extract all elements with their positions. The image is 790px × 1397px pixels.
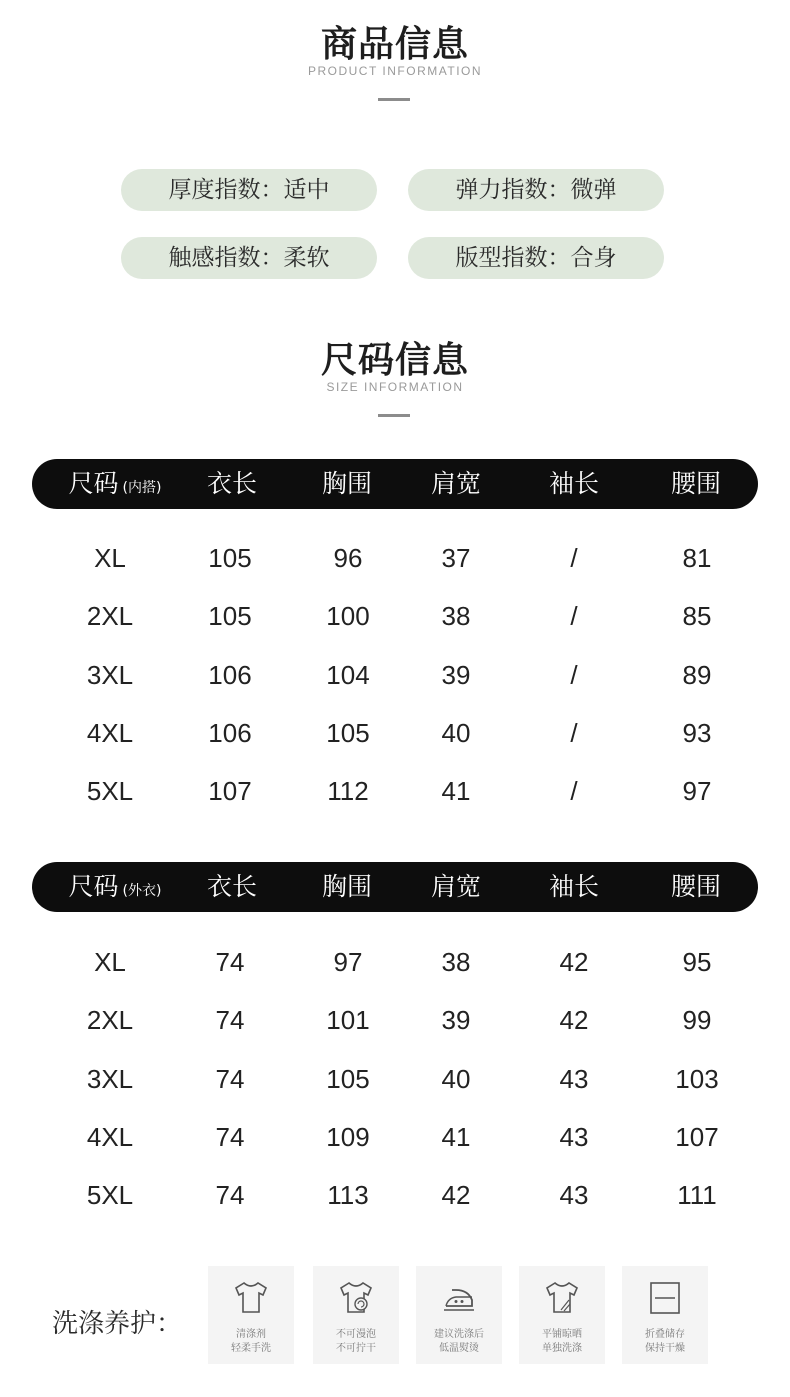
header-length: 衣长 xyxy=(206,872,258,901)
cell-size: 2XL xyxy=(86,1005,134,1036)
cell-chest: 100 xyxy=(326,601,370,632)
product-info-title: 商品信息 xyxy=(320,24,469,65)
table-row xyxy=(0,1175,790,1215)
cell-shoulder: 40 xyxy=(441,1063,471,1094)
care-item-no-soak xyxy=(313,1266,399,1364)
care-item-fold-store xyxy=(622,1266,708,1364)
cell-sleeve: 43 xyxy=(559,1063,589,1094)
cell-size: 4XL xyxy=(86,717,134,748)
care-label-line2: 低温熨烫 xyxy=(439,1343,479,1354)
cell-length: 105 xyxy=(208,543,252,573)
cell-shoulder: 38 xyxy=(441,947,471,977)
table-row xyxy=(0,596,790,636)
header-sleeve: 袖长 xyxy=(548,872,600,901)
cell-chest: 112 xyxy=(327,776,369,807)
cell-sleeve: / xyxy=(570,659,578,690)
care-label-line1: 不可漫泡 xyxy=(336,1329,376,1340)
cell-sleeve: / xyxy=(570,543,578,573)
table-row xyxy=(0,1000,790,1040)
cell-shoulder: 38 xyxy=(441,601,471,632)
tshirt-icon xyxy=(232,1280,270,1316)
no-soak-icon xyxy=(337,1280,375,1316)
table-row xyxy=(0,942,790,982)
iron-icon xyxy=(440,1280,478,1316)
cell-waist: 89 xyxy=(682,659,712,690)
header-note: (外衣) xyxy=(122,883,162,899)
attribute-pill-thickness: 厚度指数：适中 xyxy=(121,169,377,211)
cell-shoulder: 41 xyxy=(441,1121,471,1152)
header-chest: 胸围 xyxy=(321,872,373,901)
cell-chest: 113 xyxy=(327,1180,369,1211)
cell-size: XL xyxy=(94,947,126,977)
cell-shoulder: 39 xyxy=(441,659,471,690)
header-chest: 胸围 xyxy=(321,469,373,498)
care-label-line2: 不可拧干 xyxy=(336,1343,376,1354)
size-info-title: 尺码信息 xyxy=(320,340,469,381)
header-shoulder: 肩宽 xyxy=(430,469,482,498)
table-row xyxy=(0,538,790,578)
care-item-flat-dry xyxy=(519,1266,605,1364)
cell-sleeve: 43 xyxy=(559,1121,589,1152)
cell-waist: 107 xyxy=(675,1121,719,1152)
cell-chest: 104 xyxy=(326,659,370,690)
cell-length: 74 xyxy=(215,1180,245,1211)
cell-chest: 96 xyxy=(333,543,363,573)
cell-size: XL xyxy=(94,543,126,573)
cell-shoulder: 41 xyxy=(441,776,471,807)
fold-store-icon xyxy=(646,1280,684,1316)
cell-length: 74 xyxy=(215,1005,245,1036)
size-table-header xyxy=(32,459,758,509)
cell-chest: 97 xyxy=(333,947,363,977)
flat-dry-icon xyxy=(543,1280,581,1316)
care-label-line1: 清涤剂 xyxy=(236,1329,266,1340)
cell-waist: 93 xyxy=(682,717,712,748)
header-size: 尺码 (内搭) xyxy=(68,469,162,498)
attribute-pill-fit: 版型指数：合身 xyxy=(408,237,664,279)
header-length: 衣长 xyxy=(206,469,258,498)
cell-length: 74 xyxy=(215,947,245,977)
cell-chest: 105 xyxy=(326,1063,370,1094)
care-item-hand-wash xyxy=(208,1266,294,1364)
care-label-line2: 轻柔手洗 xyxy=(231,1343,271,1354)
cell-length: 105 xyxy=(208,601,252,632)
cell-sleeve: / xyxy=(570,717,578,748)
product-info-subtitle: PRODUCT INFORMATION xyxy=(307,64,483,78)
cell-waist: 111 xyxy=(677,1180,717,1211)
table-row xyxy=(0,655,790,695)
cell-waist: 81 xyxy=(682,543,712,573)
header-shoulder: 肩宽 xyxy=(430,872,482,901)
cell-sleeve: / xyxy=(570,601,578,632)
cell-size: 3XL xyxy=(86,659,134,690)
cell-shoulder: 37 xyxy=(441,543,471,573)
header-size: 尺码 (外衣) xyxy=(68,872,162,901)
care-title: 洗涤养护： xyxy=(52,1309,183,1339)
cell-length: 106 xyxy=(208,659,252,690)
size-table-header xyxy=(32,862,758,912)
table-row xyxy=(0,771,790,811)
cell-chest: 109 xyxy=(326,1121,370,1152)
cell-length: 74 xyxy=(215,1063,245,1094)
table-row xyxy=(0,1059,790,1099)
cell-waist: 95 xyxy=(682,947,712,977)
cell-length: 74 xyxy=(215,1121,245,1152)
cell-chest: 101 xyxy=(326,1005,370,1036)
cell-sleeve: 42 xyxy=(559,947,589,977)
header-waist: 腰围 xyxy=(670,469,722,498)
cell-sleeve: 43 xyxy=(559,1180,589,1211)
cell-waist: 85 xyxy=(682,601,712,632)
care-label-line1: 建议洗涤后 xyxy=(434,1329,484,1340)
header-sleeve: 袖长 xyxy=(548,469,600,498)
care-item-iron xyxy=(416,1266,502,1364)
table-row xyxy=(0,713,790,753)
cell-length: 106 xyxy=(208,717,252,748)
cell-chest: 105 xyxy=(326,717,370,748)
cell-length: 107 xyxy=(208,776,252,807)
header-waist: 腰围 xyxy=(670,872,722,901)
cell-sleeve: / xyxy=(570,776,578,807)
header-note: (内搭) xyxy=(122,480,162,496)
cell-sleeve: 42 xyxy=(559,1005,589,1036)
cell-size: 5XL xyxy=(86,776,134,807)
title-divider xyxy=(378,414,410,417)
cell-size: 4XL xyxy=(86,1121,134,1152)
table-row xyxy=(0,1117,790,1157)
cell-size: 2XL xyxy=(86,601,134,632)
attribute-pill-touch: 触感指数：柔软 xyxy=(121,237,377,279)
care-label-line1: 平铺晾晒 xyxy=(542,1329,582,1340)
care-label-line1: 折叠储存 xyxy=(645,1329,685,1340)
cell-size: 3XL xyxy=(86,1063,134,1094)
title-divider xyxy=(378,98,410,101)
attribute-pill-elasticity: 弹力指数：微弹 xyxy=(408,169,664,211)
cell-shoulder: 40 xyxy=(441,717,471,748)
size-info-subtitle: SIZE INFORMATION xyxy=(326,380,464,394)
cell-shoulder: 42 xyxy=(441,1180,471,1211)
cell-waist: 97 xyxy=(682,776,712,807)
care-label-line2: 保持干燥 xyxy=(645,1343,685,1354)
cell-waist: 99 xyxy=(682,1005,712,1036)
cell-size: 5XL xyxy=(86,1180,134,1211)
cell-shoulder: 39 xyxy=(441,1005,471,1036)
care-label-line2: 单独洗涤 xyxy=(542,1343,582,1354)
cell-waist: 103 xyxy=(675,1063,719,1094)
